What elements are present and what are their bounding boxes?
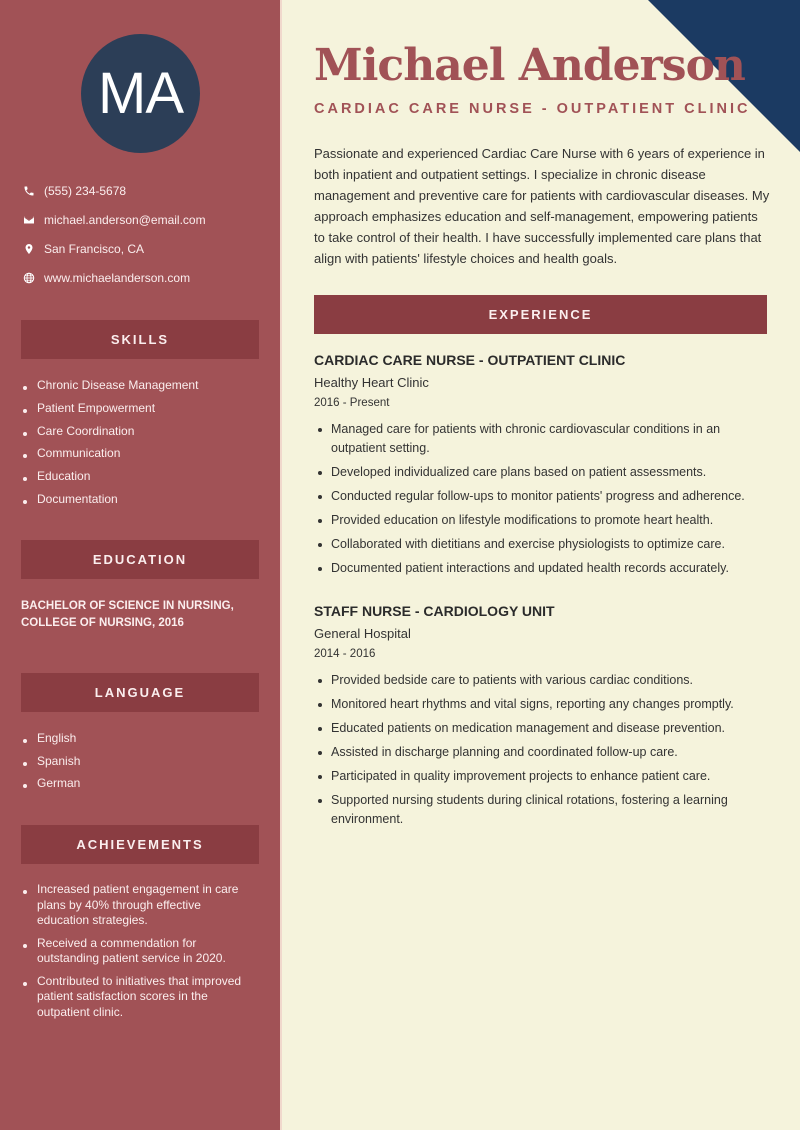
phone-icon — [22, 184, 35, 197]
job-title: CARDIAC CARE NURSE - OUTPATIENT CLINIC — [314, 352, 626, 368]
job-bullet: Collaborated with dietitians and exercise physiologists to optimize care. — [314, 535, 774, 554]
contact-phone — [22, 176, 272, 205]
job-bullet: Documented patient interactions and updated health records accurately. — [314, 559, 774, 578]
achievements-heading: ACHIEVEMENTS — [21, 825, 259, 864]
website-link[interactable]: www.michaelanderson.com — [44, 270, 191, 285]
job-dates: 2016 - Present — [314, 397, 390, 409]
skill-item: Care Coordination — [22, 424, 262, 440]
job-bullet: Developed individualized care plans based on patient assessments. — [314, 463, 774, 482]
education-entry: BACHELOR OF SCIENCE IN NURSING, COLLEGE OF NURSING, 2016 — [21, 600, 234, 629]
job-company: Healthy Heart Clinic — [314, 375, 429, 390]
language-list — [22, 731, 262, 799]
job-company: General Hospital — [314, 626, 411, 641]
sidebar-divider — [280, 0, 282, 1130]
language-item: English — [22, 731, 262, 747]
skill-item: Education — [22, 469, 262, 485]
profile-summary: Passionate and experienced Cardiac Care Nurse with 6 years of experience in both inpatient and outpatient settings. I specialize in chronic disease management and preventive care for patients with cardiovascular diseases. My approach emphasizes education and self-management, empowering patients to take control of their health. I have successfully implemented care plans that align with patients' lifestyle choices and health goals. — [314, 146, 770, 266]
contact-location — [22, 234, 272, 263]
job-bullet: Managed care for patients with chronic cardiovascular conditions in an outpatient setting. — [314, 420, 774, 458]
job-bullets — [314, 420, 774, 578]
job-bullet: Provided bedside care to patients with various cardiac conditions. — [314, 671, 774, 690]
candidate-title: CARDIAC CARE NURSE - OUTPATIENT CLINIC — [314, 101, 751, 117]
email-icon — [22, 213, 35, 226]
contact-website — [22, 263, 272, 292]
experience-heading: EXPERIENCE — [314, 295, 767, 334]
language-item: Spanish — [22, 754, 262, 770]
skills-heading: SKILLS — [21, 320, 259, 359]
language-heading: LANGUAGE — [21, 673, 259, 712]
skills-list — [22, 378, 262, 515]
skill-item: Communication — [22, 446, 262, 462]
contact-email — [22, 205, 272, 234]
education-heading: EDUCATION — [21, 540, 259, 579]
job-bullet: Monitored heart rhythms and vital signs, reporting any changes promptly. — [314, 695, 774, 714]
location-text: San Francisco, CA — [44, 241, 145, 256]
avatar — [81, 34, 200, 153]
email-link[interactable]: michael.anderson@email.com — [44, 212, 206, 227]
location-pin-icon — [22, 242, 35, 255]
job-bullet: Supported nursing students during clinical rotations, fostering a learning environment. — [314, 791, 774, 829]
contact-info — [22, 176, 272, 292]
achievement-item: Contributed to initiatives that improved patient satisfaction scores in the outpatient clinic. — [22, 974, 247, 1021]
skill-item: Documentation — [22, 492, 262, 508]
job-bullet: Conducted regular follow-ups to monitor patients' progress and adherence. — [314, 487, 774, 506]
job-bullet: Provided education on lifestyle modifications to promote heart health. — [314, 511, 774, 530]
achievements-list — [22, 882, 247, 1027]
sidebar — [0, 0, 280, 1130]
skill-item: Patient Empowerment — [22, 401, 262, 417]
job-entry — [314, 351, 774, 583]
job-title: STAFF NURSE - CARDIOLOGY UNIT — [314, 603, 555, 619]
job-bullets — [314, 671, 774, 829]
achievement-item: Increased patient engagement in care plans by 40% through effective education strategies. — [22, 882, 247, 929]
job-bullet: Participated in quality improvement projects to enhance patient care. — [314, 767, 774, 786]
job-dates: 2014 - 2016 — [314, 648, 376, 660]
globe-icon — [22, 271, 35, 284]
phone-text: (555) 234-5678 — [44, 183, 127, 198]
candidate-name: Michael Anderson — [314, 40, 745, 91]
job-bullet: Educated patients on medication management and disease prevention. — [314, 719, 774, 738]
language-item: German — [22, 776, 262, 792]
achievement-item: Received a commendation for outstanding patient service in 2020. — [22, 936, 247, 967]
avatar-initials: MA — [98, 61, 183, 126]
job-entry — [314, 602, 774, 834]
job-bullet: Assisted in discharge planning and coordinated follow-up care. — [314, 743, 774, 762]
skill-item: Chronic Disease Management — [22, 378, 262, 394]
